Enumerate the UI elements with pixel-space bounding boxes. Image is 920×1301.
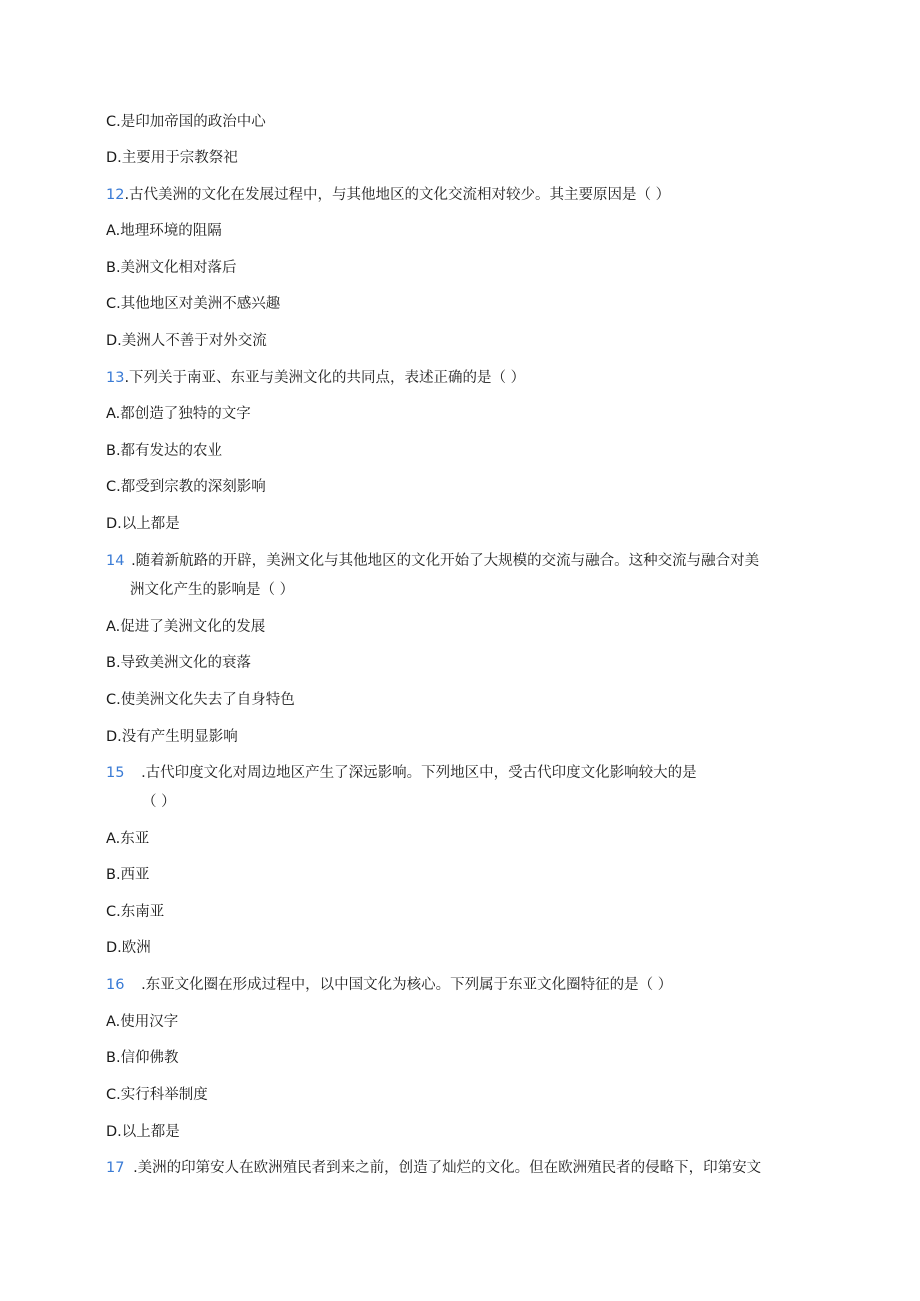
option-12c: C.其他地区对美洲不感兴趣 <box>106 296 281 312</box>
option-16d: D.以上都是 <box>106 1124 180 1140</box>
question-number: 13 <box>106 370 125 386</box>
question-12 <box>106 185 670 205</box>
question-16 <box>106 975 672 995</box>
question-13 <box>106 368 525 388</box>
question-14-continuation: 洲文化产生的影响是（ ） <box>130 582 295 598</box>
option-11c: C.是印加帝国的政治中心 <box>106 114 266 130</box>
question-14 <box>106 551 759 571</box>
question-text: .东亚文化圈在形成过程中，以中国文化为核心。下列属于东亚文化圈特征的是（ ） <box>141 977 673 993</box>
question-number: 16 <box>106 977 125 993</box>
option-13c: C.都受到宗教的深刻影响 <box>106 479 266 495</box>
question-17 <box>106 1158 761 1178</box>
question-number: 15 <box>106 765 125 781</box>
option-16c: C.实行科举制度 <box>106 1087 208 1103</box>
option-16b: B.信仰佛教 <box>106 1050 179 1066</box>
option-14a: A.促进了美洲文化的发展 <box>106 619 266 635</box>
option-16a: A.使用汉字 <box>106 1014 179 1030</box>
question-number: 14 <box>106 553 125 569</box>
option-14d: D.没有产生明显影响 <box>106 729 238 745</box>
option-13a: A.都创造了独特的文字 <box>106 406 251 422</box>
question-text: .古代印度文化对周边地区产生了深远影响。下列地区中，受古代印度文化影响较大的是 <box>141 765 697 781</box>
option-15c: C.东南亚 <box>106 904 165 920</box>
question-15 <box>106 763 697 783</box>
option-11d: D.主要用于宗教祭祀 <box>106 150 238 166</box>
question-15-continuation: （ ） <box>142 794 176 810</box>
question-text: .古代美洲的文化在发展过程中，与其他地区的文化交流相对较少。其主要原因是（ ） <box>124 187 671 203</box>
question-number: 12 <box>106 187 125 203</box>
option-12a: A.地理环境的阻隔 <box>106 223 222 239</box>
question-text: .美洲的印第安人在欧洲殖民者到来之前，创造了灿烂的文化。但在欧洲殖民者的侵略下，印第安文 <box>133 1160 762 1176</box>
option-15b: B.西亚 <box>106 867 150 883</box>
option-13d: D.以上都是 <box>106 516 180 532</box>
option-15a: A.东亚 <box>106 831 150 847</box>
option-12d: D.美洲人不善于对外交流 <box>106 333 267 349</box>
question-number: 17 <box>106 1160 125 1176</box>
option-12b: B.美洲文化相对落后 <box>106 260 237 276</box>
question-text: .下列关于南亚、东亚与美洲文化的共同点，表述正确的是（ ） <box>124 370 526 386</box>
option-14b: B.导致美洲文化的衰落 <box>106 655 252 671</box>
option-14c: C.使美洲文化失去了自身特色 <box>106 692 295 708</box>
option-13b: B.都有发达的农业 <box>106 443 223 459</box>
option-15d: D.欧洲 <box>106 940 151 956</box>
question-text: .随着新航路的开辟，美洲文化与其他地区的文化开始了大规模的交流与融合。这种交流与融合对美 <box>131 553 760 569</box>
